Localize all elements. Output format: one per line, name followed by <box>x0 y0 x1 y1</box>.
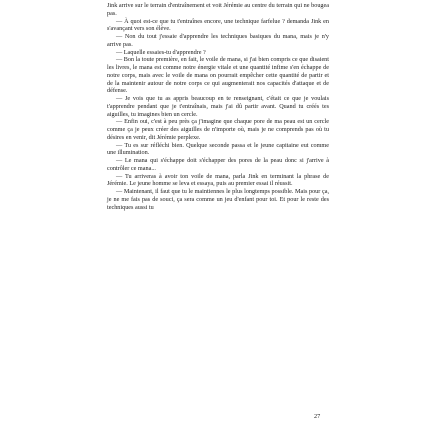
paragraph: — Maintenant, il faut que tu le maintiennes le plus longtemps possible. Mais pour ça, je ne me fais pas de souci, ça sera comme un jeu d'enfant pour toi. Et pour le reste des techniques aussi tu <box>107 188 329 211</box>
paragraph: — Non du tout j'essaie d'apprendre les techniques basiques du mana, mais je n'y arrive pas. <box>107 33 329 48</box>
paragraph: — À quoi est-ce que tu t'entraînes encore, une technique farfelue ? demanda Jink en s'avançant vers son élève. <box>107 17 329 33</box>
page-number: 27 <box>314 413 321 420</box>
paragraph: — Tu es sur réfléchi bien. Quelque seconde passa et le jeune capitaine eut comme une illumination. <box>107 141 329 157</box>
paragraph: — Le mana qui s'échappe doit s'échapper des pores de la peau donc si j'arrive à contrôler ce mana... <box>107 157 329 172</box>
paragraph: — Bon la toute première, en fait, le voile de mana, si j'ai bien compris ce que disaient les livres, le mana est comme notre énergie vitale et une quantité infime s'en échappe de notre corps, mais avec le voile de mana on pourrait empêcher cette quantité de partir et de la maintenir autour de notre corps ce qui augmenterait nos capacités d'attaque et de défense. <box>107 56 329 95</box>
paragraph: — Tu arriveras à avoir ton voile de mana, parla Jink en terminant la phrase de Jérémie. Le jeune homme se leva et essaya, puis au premier essai il réussit. <box>107 172 329 188</box>
paragraph: — Enfin oui, c'est à peu près ça j'imagine que chaque pore de ma peau est un cercle comme ça je peux créer des aiguilles de n'importe où, mais je ne comprends pas où tu désires en venir, dit Jérémie perplexe. <box>107 118 329 141</box>
paragraph: — Je vois que tu as appris beaucoup en te renseignant, c'était ce que je voulais t'apprendre pendant que je t'entraînais, mais j'ai dû partir avant. Quand tu créés tes aiguilles, tu imagines bien un cercle. <box>107 95 329 118</box>
paragraph: — Laquelle essaies-tu d'apprendre ? <box>116 48 206 56</box>
body-text <box>107 2 329 211</box>
paragraph: Jink arrive sur le terrain d'entraînement et voit Jérémie au centre du terrain qui ne bougea pas. <box>107 2 329 17</box>
